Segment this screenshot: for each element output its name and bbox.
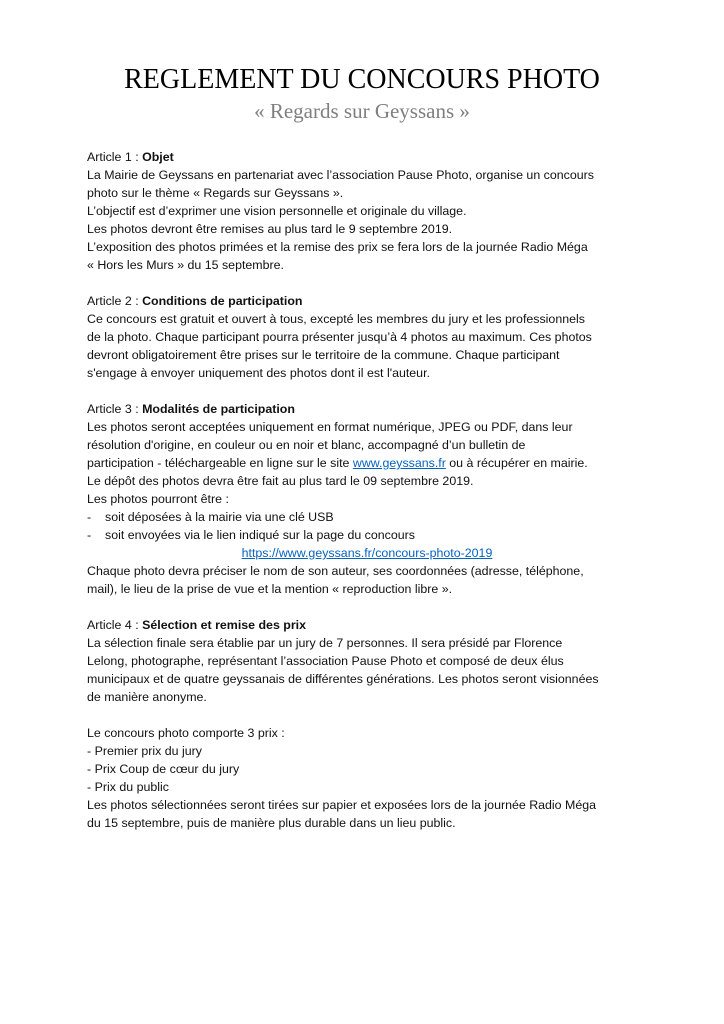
article-2-line: s'engage à envoyer uniquement des photos dont il est l'auteur.: [87, 366, 430, 380]
prizes-intro: Le concours photo comporte 3 prix :: [87, 726, 285, 740]
page-title: REGLEMENT DU CONCOURS PHOTO: [124, 64, 600, 95]
prize-item: - Prix Coup de cœur du jury: [87, 762, 240, 776]
prize-item: - Prix du public: [87, 780, 169, 794]
page-subtitle: « Regards sur Geyssans »: [254, 99, 470, 123]
contest-url-line: [87, 544, 647, 562]
bullet-text: soit envoyées via le lien indiqué sur la page du concours: [105, 528, 415, 542]
article-1-prefix: Article 1 :: [87, 150, 143, 164]
article-3-line: mail), le lieu de la prise de vue et la mention « reproduction libre ».: [87, 582, 453, 596]
article-1-line: La Mairie de Geyssans en partenariat avec l’association Pause Photo, organise un concours: [87, 168, 594, 182]
spacer: [87, 598, 647, 616]
bullet-marker: -: [87, 528, 92, 542]
article-3-line: Chaque photo devra préciser le nom de son auteur, ses coordonnées (adresse, téléphone,: [87, 564, 584, 578]
article-3-text: ou à récupérer en mairie.: [445, 456, 588, 470]
bullet-item: [87, 526, 647, 544]
prize-item: - Premier prix du jury: [87, 744, 202, 758]
article-1-line: photo sur le thème « Regards sur Geyssans ».: [87, 186, 344, 200]
article-3-line: résolution d'origine, en couleur ou en noir et blanc, accompagné d’un bulletin de: [87, 438, 526, 452]
article-4-line: de manière anonyme.: [87, 690, 207, 704]
article-2-title: Conditions de participation: [142, 294, 303, 308]
article-3-line: Le dépôt des photos devra être fait au plus tard le 09 septembre 2019.: [87, 474, 474, 488]
article-2-line: Ce concours est gratuit et ouvert à tous, excepté les membres du jury et les professionnels: [87, 312, 585, 326]
article-4-line: La sélection finale sera établie par un jury de 7 personnes. Il sera présidé par Florence: [87, 636, 563, 650]
article-3-text: participation - téléchargeable en ligne sur le site: [87, 456, 353, 470]
document-body: [87, 148, 647, 832]
article-4-heading: [87, 616, 647, 634]
article-2-heading: [87, 292, 647, 310]
article-4-closing-line: du 15 septembre, puis de manière plus durable dans un lieu public.: [87, 816, 456, 830]
article-2-prefix: Article 2 :: [87, 294, 143, 308]
article-1-line: L’objectif est d’exprimer une vision personnelle et originale du village.: [87, 204, 467, 218]
article-1-line: Les photos devront être remises au plus tard le 9 septembre 2019.: [87, 222, 453, 236]
article-3-heading: [87, 400, 647, 418]
article-2-line: de la photo. Chaque participant pourra présenter jusqu’à 4 photos au maximum. Ces photos: [87, 330, 592, 344]
article-3-line-with-link: [87, 454, 647, 472]
bullet-text: soit déposées à la mairie via une clé USB: [105, 510, 334, 524]
spacer: [87, 274, 647, 292]
bullet-item: [87, 508, 647, 526]
website-link[interactable]: www.geyssans.fr: [352, 456, 446, 470]
article-3-prefix: Article 3 :: [87, 402, 143, 416]
contest-url-link[interactable]: https://www.geyssans.fr/concours-photo-2019: [241, 546, 493, 560]
spacer: [87, 706, 647, 724]
article-3-line: Les photos pourront être :: [87, 492, 229, 506]
spacer: [87, 382, 647, 400]
article-1-title: Objet: [142, 150, 174, 164]
article-4-line: Lelong, photographe, représentant l’association Pause Photo et composé de deux élus: [87, 654, 564, 668]
article-4-prefix: Article 4 :: [87, 618, 143, 632]
article-1-line: L’exposition des photos primées et la remise des prix se fera lors de la journée Radio Méga: [87, 240, 588, 254]
article-1-line: « Hors les Murs » du 15 septembre.: [87, 258, 284, 272]
bullet-marker: -: [87, 510, 92, 524]
article-1-heading: [87, 148, 647, 166]
article-3-line: Les photos seront acceptées uniquement en format numérique, JPEG ou PDF, dans leur: [87, 420, 573, 434]
article-4-line: municipaux et de quatre geyssanais de différentes générations. Les photos seront visionnées: [87, 672, 599, 686]
article-4-title: Sélection et remise des prix: [142, 618, 306, 632]
article-2-line: devront obligatoirement être prises sur le territoire de la commune. Chaque participant: [87, 348, 560, 362]
article-3-title: Modalités de participation: [142, 402, 295, 416]
article-4-closing-line: Les photos sélectionnées seront tirées sur papier et exposées lors de la journée Radio Méga: [87, 798, 597, 812]
